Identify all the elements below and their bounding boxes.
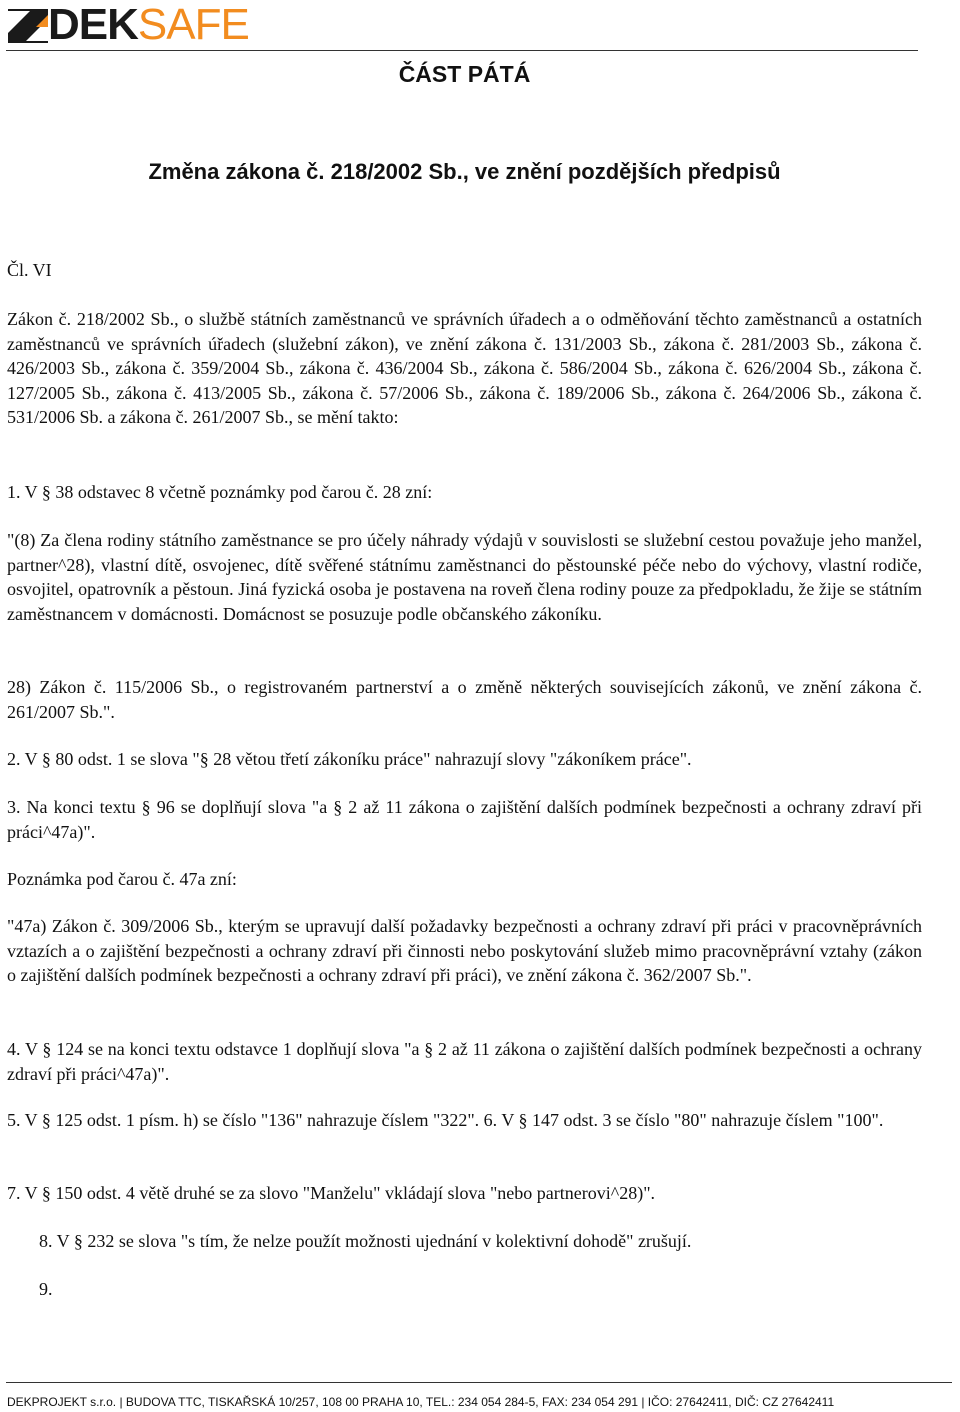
paragraph-item-9: 9.	[39, 1279, 53, 1299]
paragraph-intro: Zákon č. 218/2002 Sb., o službě státních zaměstnanců ve správních úřadech a o odměňování těchto zaměstnanců a ostatních zaměstnanců ve správních úřadech (služební zákon), ve znění zákona č. 131/2003 Sb., zákona č. 281/2003 Sb., zákona č. 426/2003 Sb., zákona č. 359/2004 Sb., zákona č. 436/2004 Sb., zákona č. 586/2004 Sb., zákona č. 626/2004 Sb., zákona č. 127/2005 Sb., zákona č. 413/2005 Sb., zákona č. 57/2006 Sb., zákona č. 189/2006 Sb., zákona č. 264/2006 Sb., zákona č. 531/2006 Sb. a zákona č. 261/2007 Sb., se mění takto:	[7, 309, 922, 427]
logo-text	[48, 0, 249, 49]
paragraph-item-5-6: 5. V § 125 odst. 1 písm. h) se číslo "136" nahrazuje číslem "322". 6. V § 147 odst. 3 se číslo "80" nahrazuje číslem "100".	[7, 1110, 884, 1130]
paragraph-item-1: 1. V § 38 odstavec 8 včetně poznámky pod čarou č. 28 zní:	[7, 482, 433, 502]
part-title: ČÁST PÁTÁ	[398, 61, 531, 87]
footnote-28: 28) Zákon č. 115/2006 Sb., o registrovaném partnerství a o změně některých souvisejících zákonů, ve znění zákona č. 261/2007 Sb.".	[7, 677, 922, 722]
header-divider	[6, 50, 918, 51]
paragraph-item-4: 4. V § 124 se na konci textu odstavce 1 doplňují slova "a § 2 až 11 zákona o zajištění dalších podmínek bezpečnosti a ochrany zdraví při práci^47a)".	[7, 1039, 922, 1084]
footer-company-info: DEKPROJEKT s.r.o. | BUDOVA TTC, TISKAŘSKÁ 10/257, 108 00 PRAHA 10, TEL.: 234 054 284-5, FAX: 234 054 291 | IČO: 27642411, DIČ: CZ 27642411	[7, 1395, 835, 1409]
logo-text-safe: SAFE	[137, 0, 249, 49]
article-heading: Čl. VI	[7, 260, 52, 280]
section-title: Změna zákona č. 218/2002 Sb., ve znění pozdějších předpisů	[148, 159, 781, 184]
company-logo	[6, 0, 249, 49]
paragraph-quote-8: "(8) Za člena rodiny státního zaměstnance se pro účely náhrady výdajů v souvislosti se služební cestou považuje jeho manžel, partner^28), vlastní dítě, osvojenec, dítě svěřené státnímu zaměstnanci do pěstounské péče nebo do výchovy, vlastní rodiče, osvojitel, opatrovník a pěstoun. Jiná fyzická osoba je postavena na roveň člena rodiny pouze za předpokladu, že žije se státním zaměstnancem v domácnosti. Domácnost se posuzuje podle občanského zákoníku.	[7, 530, 922, 624]
paragraph-item-8: 8. V § 232 se slova "s tím, že nelze použít možnosti ujednání v kolektivní dohodě" zrušují.	[39, 1231, 692, 1251]
footnote-47a: "47a) Zákon č. 309/2006 Sb., kterým se upravují další požadavky bezpečnosti a ochrany zdraví při práci v pracovněprávních vztazích a o zajištění bezpečnosti a ochrany zdraví při činnosti nebo poskytování služeb mimo pracovněprávní vztahy (zákon o zajištění dalších podmínek bezpečnosti a ochrany zdraví při práci), ve znění zákona č. 362/2007 Sb.".	[7, 916, 922, 985]
paragraph-item-7: 7. V § 150 odst. 4 větě druhé se za slovo "Manželu" vkládají slova "nebo partnerovi^28)".	[7, 1183, 656, 1203]
paragraph-item-3: 3. Na konci textu § 96 se doplňují slova "a § 2 až 11 zákona o zajištění dalších podmínek bezpečnosti a ochrany zdraví při práci^47a)".	[7, 797, 922, 842]
paragraph-item-2: 2. V § 80 odst. 1 se slova "§ 28 větou třetí zákoníku práce" nahrazují slovy "zákoníkem práce".	[7, 749, 692, 769]
logo-text-dek: DEK	[48, 0, 138, 49]
footer-divider	[6, 1382, 952, 1383]
logo-mark-icon	[6, 5, 50, 45]
footnote-note-heading: Poznámka pod čarou č. 47a zní:	[7, 869, 237, 889]
